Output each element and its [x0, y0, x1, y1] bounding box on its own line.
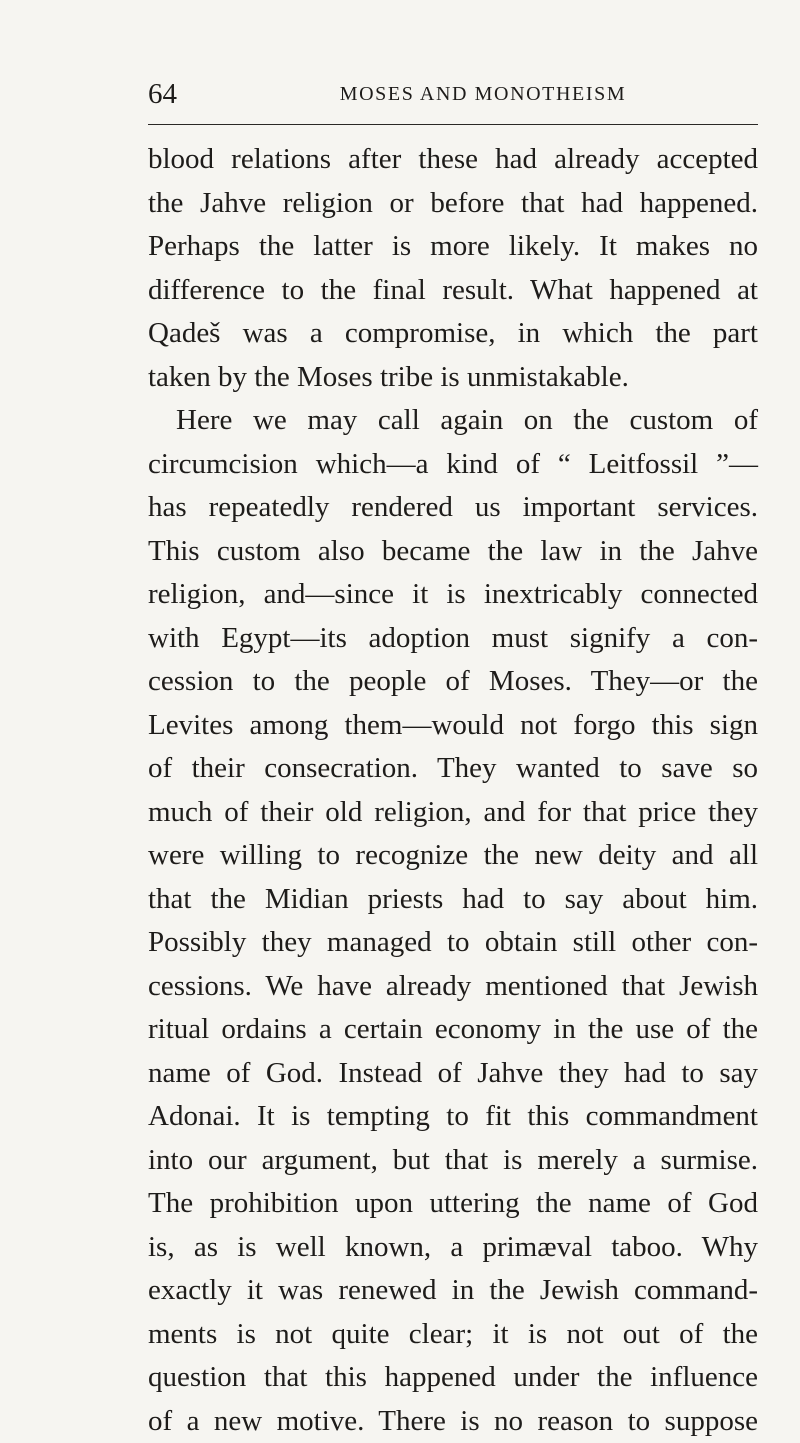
text-line: has repeatedly rendered us important services.: [148, 486, 758, 530]
text-line: name of God. Instead of Jahve they had to say: [148, 1052, 758, 1096]
text-line: of a new motive. There is no reason to suppose: [148, 1400, 758, 1443]
text-line: is, as is well known, a primæval taboo. Why: [148, 1226, 758, 1270]
text-line: exactly it was renewed in the Jewish command-: [148, 1269, 758, 1313]
text-line: Levites among them—would not forgo this sign: [148, 704, 758, 748]
running-head: MOSES AND MONOTHEISM: [208, 80, 758, 108]
page-number: 64: [148, 76, 177, 112]
text-line: circumcision which—a kind of “ Leitfossil ”—: [148, 443, 758, 487]
text-line: were willing to recognize the new deity and all: [148, 834, 758, 878]
text-line: Qadeš was a compromise, in which the part: [148, 312, 758, 356]
text-line: difference to the final result. What happened at: [148, 269, 758, 313]
page-header: [148, 72, 758, 116]
text-line: Possibly they managed to obtain still other con-: [148, 921, 758, 965]
body-text: [148, 138, 758, 1443]
text-line: taken by the Moses tribe is unmistakable.: [148, 356, 758, 400]
text-line: The prohibition upon uttering the name of God: [148, 1182, 758, 1226]
text-line: that the Midian priests had to say about him.: [148, 878, 758, 922]
text-line: blood relations after these had already accepted: [148, 138, 758, 182]
text-line: much of their old religion, and for that price they: [148, 791, 758, 835]
text-line: religion, and—since it is inextricably connected: [148, 573, 758, 617]
paragraph-start-line: Here we may call again on the custom of: [148, 399, 758, 443]
text-line: of their consecration. They wanted to save so: [148, 747, 758, 791]
text-line: into our argument, but that is merely a surmise.: [148, 1139, 758, 1183]
text-line: This custom also became the law in the Jahve: [148, 530, 758, 574]
text-line: with Egypt—its adoption must signify a con-: [148, 617, 758, 661]
text-line: cessions. We have already mentioned that Jewish: [148, 965, 758, 1009]
text-line: Perhaps the latter is more likely. It makes no: [148, 225, 758, 269]
text-line: Adonai. It is tempting to fit this commandment: [148, 1095, 758, 1139]
text-line: ritual ordains a certain economy in the use of the: [148, 1008, 758, 1052]
header-rule: [148, 124, 758, 125]
text-line: cession to the people of Moses. They—or the: [148, 660, 758, 704]
text-line: question that this happened under the influence: [148, 1356, 758, 1400]
text-line: the Jahve religion or before that had happened.: [148, 182, 758, 226]
text-line: ments is not quite clear; it is not out of the: [148, 1313, 758, 1357]
